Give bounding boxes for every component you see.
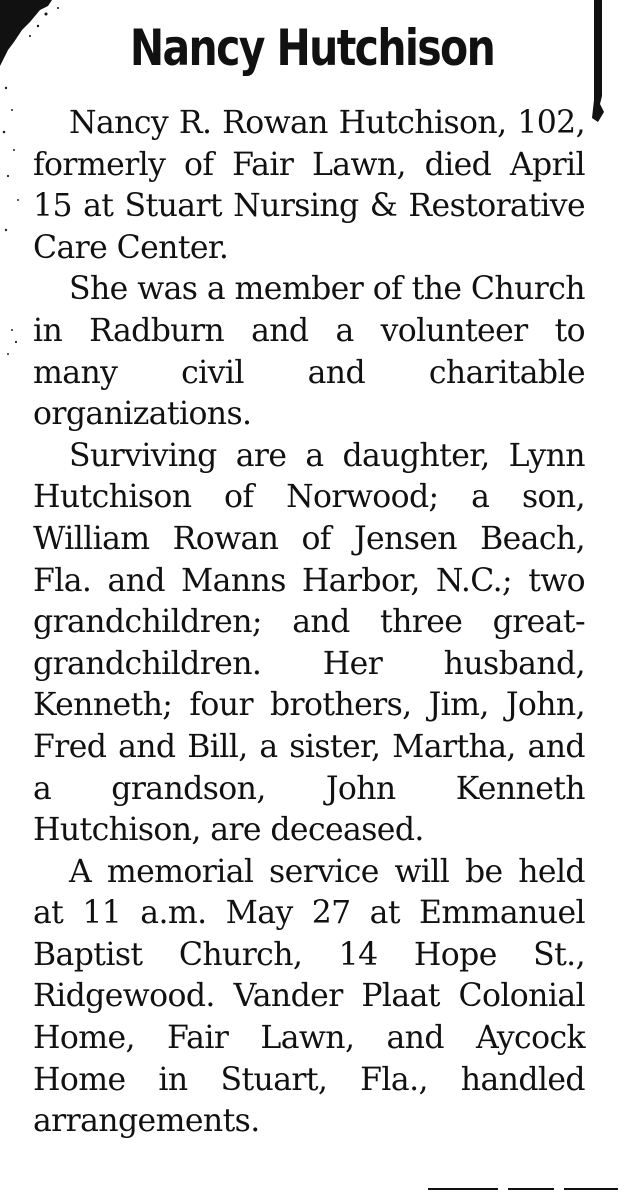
obituary-headline: Nancy Hutchison <box>129 19 495 77</box>
paragraph-memorial-service: A memorial service will be held at 11 a.m. May 27 at Emmanuel Baptist Church, 14 Hope St., Ridgewood. Vander Plaat Colonial Home, Fair Lawn, and Aycock Home in Stuart, Fla., handled arrangements. <box>33 853 585 1140</box>
paragraph-death-notice: Nancy R. Rowan Hutchison, 102, formerly of Fair Lawn, died April 15 at Stuart Nursing & Restorative Care Center. <box>33 105 585 266</box>
bottom-dashed-rule <box>428 1187 618 1191</box>
scan-edge-top-right <box>588 0 606 130</box>
paragraph-survivors: Surviving are a daughter, Lynn Hutchison of Norwood; a son, William Rowan of Jensen Beach, Fla. and Manns Harbor, N.C.; two grandchildren; and three great-grandchildren. Her husband, Kenneth; four brothers, Jim, John, Fred and Bill, a sister, Martha, and a grandson, John Kenneth Hutchison, are deceased. <box>33 437 585 849</box>
obituary-body <box>33 103 585 1143</box>
scan-speckle <box>0 80 30 400</box>
paragraph-memberships: She was a member of the Church in Radburn and a volunteer to many civil and charitable organizations. <box>33 271 585 433</box>
